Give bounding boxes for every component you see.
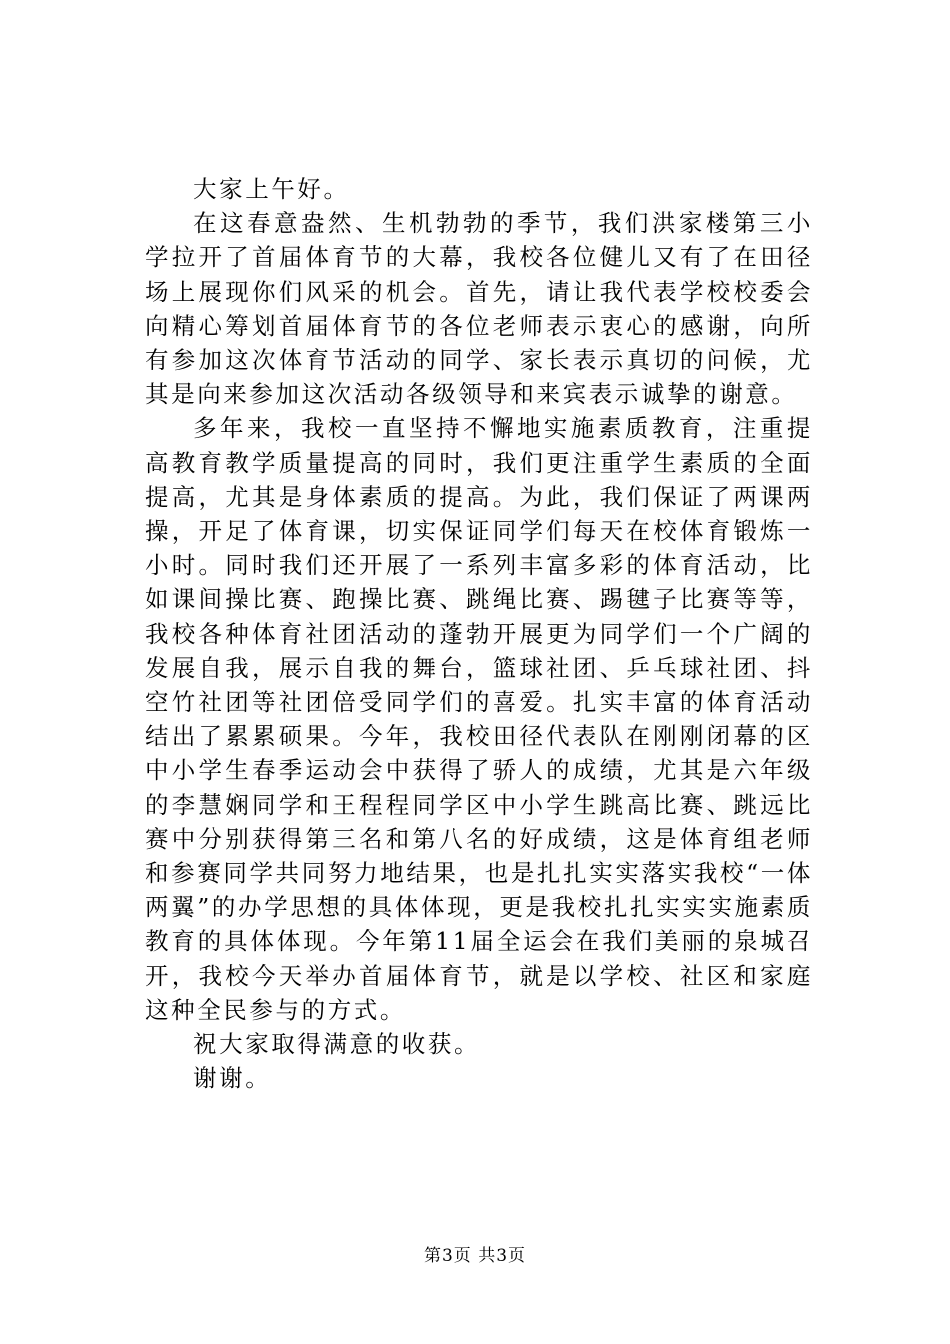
speech-body <box>145 172 813 1095</box>
paragraph-wishes: 祝大家取得满意的收获。 <box>193 1030 481 1059</box>
paragraph-thanks: 谢谢。 <box>193 1064 272 1093</box>
page-number-footer: 第3页 共3页 <box>423 1246 527 1266</box>
paragraph-greeting: 大家上午好。 <box>193 175 350 203</box>
paragraph-achievements: 多年来，我校一直坚持不懈地实施素质教育，注重提高教育教学质量提高的同时，我们更注重学生素质的全面提高，尤其是身体素质的提高。为此，我们保证了两课两操，开足了体育课，切实保证同学们每天在校体育锻炼一小时。同时我们还开展了一系列丰富多彩的体育活动，比如课间操比赛、跑操比赛、跳绳比赛、踢毽子比赛等等，我校各种体育社团活动的蓬勃开展更为同学们一个广阔的发展自我，展示自我的舞台，篮球社团、乒乓球社团、抖空竹社团等社团倍受同学们的喜爱。扎实丰富的体育活动结出了累累硕果。今年，我校田径代表队在刚刚闭幕的区中小学生春季运动会中获得了骄人的成绩，尤其是六年级的李慧娴同学和王程程同学区中小学生跳高比赛、跳远比赛中分别获得第三名和第八名的好成绩，这是体育组老师和参赛同学共同努力地结果，也是扎扎实实落实我校“一体两翼”的办学思想的具体体现，更是我校扎扎实实实施素质教育的具体体现。今年第11届全运会在我们美丽的泉城召开，我校今天举办首届体育节，就是以学校、社区和家庭这种全民参与的方式。 <box>145 414 813 1024</box>
paragraph-opening: 在这春意盎然、生机勃勃的季节，我们洪家楼第三小学拉开了首届体育节的大幕，我校各位健儿又有了在田径场上展现你们风采的机会。首先，请让我代表学校校委会向精心筹划首届体育节的各位老师表示衷心的感谢，向所有参加这次体育节活动的同学、家长表示真切的问候，尤其是向来参加这次活动各级领导和来宾表示诚挚的谢意。 <box>145 209 813 409</box>
